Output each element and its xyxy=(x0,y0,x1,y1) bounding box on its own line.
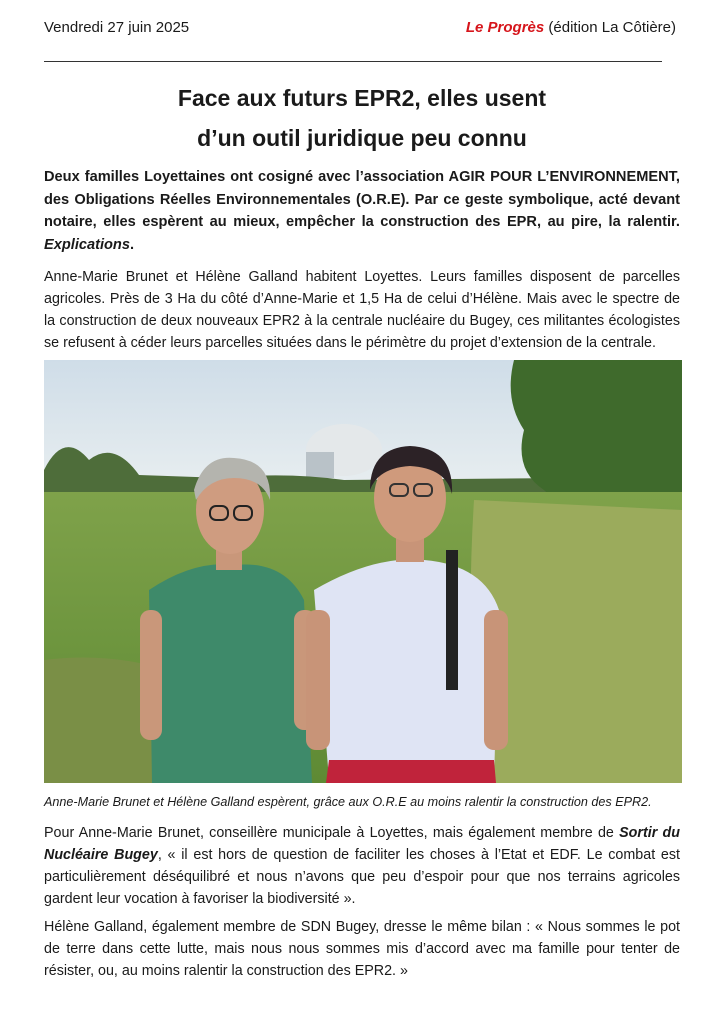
paragraph-2-after: , « il est hors de question de faciliter les choses à l’Etat et EDF. Le combat est particulièrement déséquilibré et nous n’avons que peu d’espoir pour que nos terrains agricoles gardent leur vocation à favoriser la biodiversité ». xyxy=(44,847,680,907)
paragraph-2 xyxy=(44,822,680,910)
paragraph-2-before: Pour Anne-Marie Brunet, conseillère municipale à Loyettes, mais également membre de xyxy=(44,825,620,841)
article-photo xyxy=(44,360,682,783)
newspaper-name: Le Progrès xyxy=(465,19,545,36)
source-line xyxy=(466,19,676,36)
paragraph-3: Hélène Galland, également membre de SDN Bugey, dresse le même bilan : « Nous sommes le pot de terre dans cette lutte, mais nous nous sommes mis d’accord avec ma famille pour tenter de résister, ou, au moins ralentir la construction des EPR2. » xyxy=(44,919,680,979)
headline-line-1: Face aux futurs EPR2, elles usent xyxy=(177,85,547,111)
headline-line-2: d’un outil juridique peu connu xyxy=(197,125,527,151)
headline xyxy=(44,78,680,158)
page-header xyxy=(44,19,676,39)
cooling-tower xyxy=(306,452,334,478)
header-rule xyxy=(44,61,662,62)
photo-illustration xyxy=(44,360,682,783)
paragraph-1: Anne-Marie Brunet et Hélène Galland habitent Loyettes. Leurs familles disposent de parcelles agricoles. Près de 3 Ha du côté d’Anne-Marie et 1,5 Ha de celui d’Hélène. Mais avec le spectre de la construction de deux nouveaux EPR2 à la centrale nucléaire du Bugey, ces militantes écologistes se refusent à céder leurs parcelles situées dans le périmètre du projet d’extension de la centrale. xyxy=(44,269,680,351)
photo-caption: Anne-Marie Brunet et Hélène Galland espèrent, grâce aux O.R.E au moins ralentir la construction des EPR2. xyxy=(44,795,652,809)
lead-paragraph: Deux familles Loyettaines ont cosigné avec l’association AGIR POUR L’ENVIRONNEMENT, des Obligations Réelles Environnementales (O.R.E). Par ce geste symbolique, acté devant notaire, elles espèrent au mieux, empêcher la construction des EPR, au pire, la ralentir. Explications. xyxy=(44,169,680,253)
lead-explications: Explications xyxy=(44,236,130,253)
lead-text: Deux familles Loyettaines ont cosigné avec l’association AGIR POUR L’ENVIRONNEMENT, des Obligations Réelles Environnementales (O.R.E). Par ce geste symbolique, acté devant notaire, elles espèrent au mieux, empêcher la construction des EPR, au pire, la ralentir. xyxy=(44,169,680,230)
organisation-name: Sortir du Nucléaire Bugey xyxy=(44,825,680,863)
publication-date: Vendredi 27 juin 2025 xyxy=(44,19,190,36)
edition-name: (édition La Côtière) xyxy=(548,19,676,36)
